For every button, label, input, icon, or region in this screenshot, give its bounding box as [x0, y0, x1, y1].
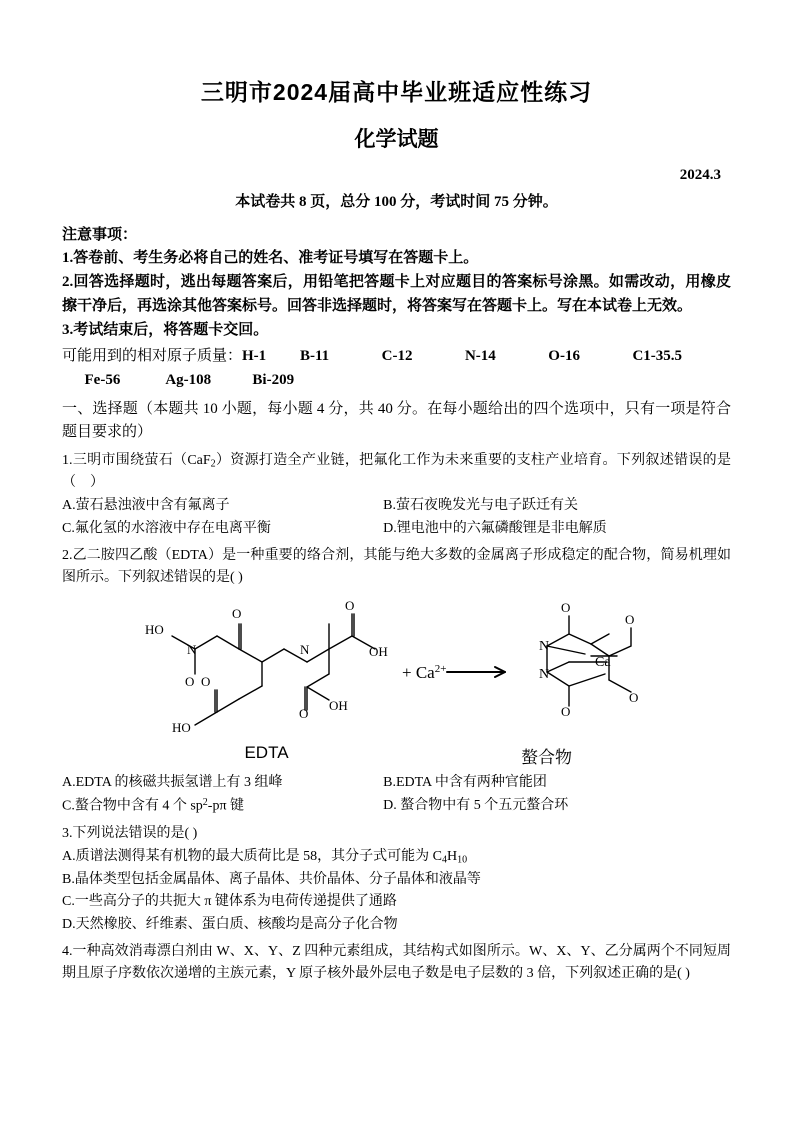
atom-label-n-left: N: [186, 642, 196, 658]
exam-date: 2024.3: [679, 167, 721, 183]
atom-label-n-right: N: [299, 642, 309, 658]
question-1-options: [62, 495, 731, 540]
mass-b: B-11: [299, 348, 330, 364]
mass-bi: Bi-209: [252, 372, 295, 388]
mass-h: H-1: [242, 348, 267, 364]
option-1a[interactable]: A.萤石悬浊液中含有氟离子: [62, 498, 230, 514]
atom-label-o-left: O: [184, 674, 194, 690]
atom-label-o-mid: O: [200, 674, 210, 690]
mass-cl: C1-35.5: [632, 348, 683, 364]
question-2-stem: 2.乙二胺四乙酸（EDTA）是一种重要的络合剂，其能与绝大多数的金属离子形成稳定的配合物，简易机理如图所示。下列叙述错误的是( ): [62, 547, 731, 585]
option-2b[interactable]: B.EDTA 中含有两种官能团: [383, 775, 547, 791]
atom-label-o-r3: O: [560, 704, 570, 720]
atom-label-oh-bottom: OH: [328, 698, 348, 714]
option-3b[interactable]: B.晶体类型包括金属晶体、离子晶体、共价晶体、分子晶体和液晶等: [62, 871, 481, 887]
relative-atomic-masses: [62, 344, 731, 392]
option-2d[interactable]: D. 螯合物中有 5 个五元螯合环: [383, 797, 569, 813]
question-3-options: [62, 846, 731, 936]
atom-label-ho-left: HO: [144, 622, 164, 638]
edta-chelate-figure: [62, 594, 731, 768]
option-3a[interactable]: A.质谱法测得某有机物的最大质荷比是 58，其分子式可能为 $C_4H_{10}$: [62, 849, 468, 866]
figure-caption-edta: EDTA: [244, 743, 289, 763]
atom-label-o-top: O: [231, 606, 241, 622]
question-1-stem: 1.三明市围绕萤石（CaF$_2$）资源打造全产业链，把氟化工作为未来重要的支柱产业培育。下列叙述错误的是（ ）: [62, 452, 731, 490]
atom-label-o-bottom: O: [298, 706, 308, 722]
reagent-label: + $Ca^{2+}$: [401, 663, 446, 683]
edta-reaction-scheme-svg: [117, 594, 677, 744]
atom-label-o-r2: O: [624, 612, 634, 628]
option-3c[interactable]: C.一些高分子的共扼大 π 键体系为电荷传递提供了通路: [62, 894, 397, 910]
mass-o: O-16: [548, 348, 580, 364]
atom-label-ho-bottom: HO: [171, 720, 191, 736]
atom-label-o-r1: O: [560, 600, 570, 616]
section-heading-1: 一、选择题（本题共 10 小题，每小题 4 分，共 40 分。在每小题给出的四个选项中，只有一项是符合题目要求的）: [62, 401, 731, 441]
option-1d[interactable]: D.锂电池中的六氟磷酸锂是非电解质: [383, 520, 607, 536]
atom-label-o-r4: O: [628, 690, 638, 706]
question-2-options: [62, 772, 731, 817]
exam-info: 本试卷共 8 页，总分 100 分，考试时间 75 分钟。: [235, 194, 558, 210]
option-2c[interactable]: C.螯合物中含有 4 个 $sp^2-p\pi$ 键: [62, 796, 245, 814]
question-3-stem: 3.下列说法错误的是( ): [62, 825, 198, 841]
notice-heading: 注意事项：: [62, 227, 138, 243]
mass-n: N-14: [464, 348, 496, 364]
page-title: 三明市2024届高中毕业班适应性练习: [200, 79, 593, 105]
option-3d[interactable]: D.天然橡胶、纤维素、蛋白质、核酸均是高分子化合物: [62, 916, 398, 932]
option-1b[interactable]: B.萤石夜晚发光与电子跃迁有关: [383, 498, 578, 514]
page-subtitle: 化学试题: [354, 127, 439, 151]
atom-label-n-r2: N: [538, 667, 549, 683]
option-2a[interactable]: A.EDTA 的核磁共振氢谱上有 3 组峰: [62, 775, 283, 791]
notice-item-3: 3.考试结束后，将答题卡交回。: [62, 321, 269, 338]
mass-c: C-12: [381, 348, 413, 364]
figure-caption-chelate: 螯合物: [521, 748, 572, 768]
notice-item-2: 2.回答选择题时，逃出每题答案后，用铅笔把答题卡上对应题目的答案标号涂黑。如需改动，用橡皮擦干净后，再选涂其他答案标号。回答非选择题时，将答案写在答题卡上。写在本试卷上无效。: [62, 274, 731, 314]
atom-label-oh-top: OH: [368, 644, 388, 660]
mass-ag: Ag-108: [165, 372, 212, 388]
option-1c[interactable]: C.氟化氢的水溶液中存在电离平衡: [62, 520, 271, 536]
atom-label-n-r1: N: [538, 639, 549, 655]
notice-item-1: 1.答卷前、考生务必将自己的姓名、准考证号填写在答题卡上。: [62, 250, 479, 266]
figure-captions: [62, 743, 731, 768]
atom-label-o-top2: O: [344, 598, 354, 614]
atom-label-ca: Ca: [594, 655, 611, 671]
mass-fe: Fe-56: [84, 372, 121, 388]
mass-label: 可能用到的相对原子质量：: [62, 348, 243, 364]
question-4-stem: 4.一种高效消毒漂白剂由 W、X、Y、Z 四种元素组成，其结构式如图所示。W、X、Y、乙分属两个不同短周期且原子序数依次递增的主族元素，Y 原子核外最外层电子数是电子层数的 3 倍，下列叙述正确的是( ): [62, 943, 731, 981]
